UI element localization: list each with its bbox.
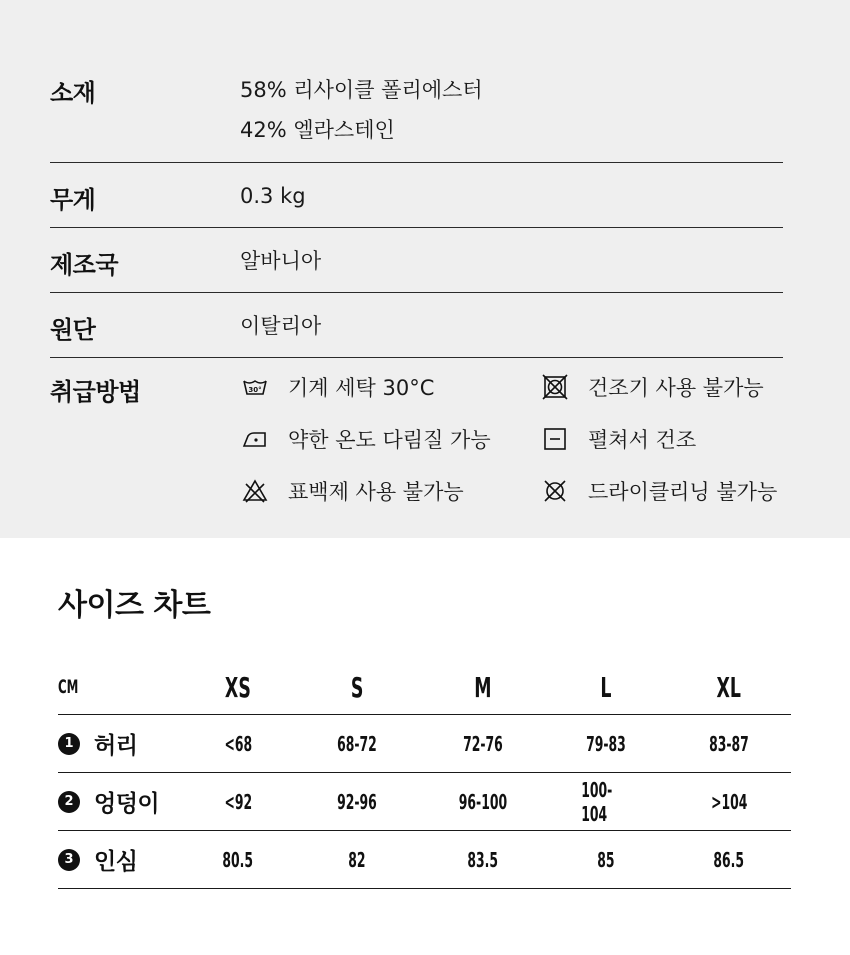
spec-value-material-line1: 58% 리사이클 폴리에스터	[240, 78, 483, 102]
spec-value-fabric: 이탈리아	[240, 314, 322, 338]
spec-row-fabric	[50, 293, 783, 358]
size-chart-title: 사이즈 차트	[58, 588, 211, 623]
spec-value-country: 알바니아	[240, 249, 322, 273]
spec-label-country: 제조국	[50, 251, 119, 279]
size-header-m: M	[474, 670, 492, 704]
size-value: >104	[710, 789, 748, 814]
size-row-inseam	[58, 831, 791, 889]
machine-wash-30-icon	[242, 374, 268, 400]
size-value: 68-72	[337, 731, 377, 756]
spec-label-care: 취급방법	[50, 378, 141, 406]
svg-text:30°: 30°	[248, 386, 262, 394]
size-header-xl: XL	[716, 670, 742, 704]
unit-label: CM	[58, 676, 79, 698]
size-value: 96-100	[458, 789, 508, 814]
spec-value-material-line2: 42% 엘라스테인	[240, 118, 395, 142]
badge-2: 2	[58, 791, 80, 813]
size-value: 86.5	[713, 847, 745, 872]
size-header-xs: XS	[225, 670, 251, 704]
spec-row-country	[50, 228, 783, 293]
size-row-hip	[58, 773, 791, 831]
size-value: <92	[224, 789, 252, 814]
no-tumble-dry-icon	[542, 374, 568, 400]
care-text-low-iron: 약한 온도 다림질 가능	[288, 428, 491, 452]
badge-1: 1	[58, 733, 80, 755]
size-value: 100-104	[581, 777, 613, 826]
size-value: 92-96	[337, 789, 377, 814]
dry-flat-icon	[542, 426, 568, 452]
care-item-low-iron	[242, 424, 491, 454]
size-value: 80.5	[222, 847, 254, 872]
care-text-dry-flat: 펼쳐서 건조	[588, 428, 697, 452]
care-item-no-tumble-dry	[542, 372, 764, 402]
measurement-label-inseam: 3 인심	[58, 831, 137, 888]
spec-label-material: 소재	[50, 79, 96, 107]
care-text-no-tumble-dry: 건조기 사용 불가능	[588, 376, 764, 400]
no-dry-clean-icon	[542, 478, 568, 504]
care-item-no-dry-clean	[542, 476, 777, 506]
low-iron-icon	[242, 426, 268, 452]
size-value: <68	[224, 731, 252, 756]
size-value: 85	[597, 847, 615, 872]
no-bleach-icon	[242, 478, 268, 504]
size-value: 83.5	[467, 847, 499, 872]
spec-value-weight: 0.3 kg	[240, 184, 306, 208]
size-row-waist	[58, 715, 791, 773]
measurement-label-hip: 2 엉덩이	[58, 773, 159, 830]
size-header-l: L	[600, 670, 612, 704]
badge-3: 3	[58, 849, 80, 871]
size-value: 82	[348, 847, 366, 872]
care-text-no-dry-clean: 드라이클리닝 불가능	[588, 480, 778, 504]
care-text-no-bleach: 표백제 사용 불가능	[288, 480, 464, 504]
size-value: 72-76	[463, 731, 503, 756]
spec-label-weight: 무게	[50, 186, 96, 214]
care-item-dry-flat	[542, 424, 696, 454]
size-chart-header-row	[58, 660, 791, 715]
spec-row-weight	[50, 163, 783, 228]
spec-label-fabric: 원단	[50, 316, 96, 344]
size-value: 83-87	[709, 731, 749, 756]
care-text-machine-wash: 기계 세탁 30°C	[288, 376, 435, 400]
spec-row-material	[50, 68, 783, 163]
care-item-no-bleach	[242, 476, 464, 506]
size-value: 79-83	[586, 731, 626, 756]
measurement-label-waist: 1 허리	[58, 715, 137, 772]
size-header-s: S	[350, 670, 364, 704]
care-item-machine-wash	[242, 372, 434, 402]
